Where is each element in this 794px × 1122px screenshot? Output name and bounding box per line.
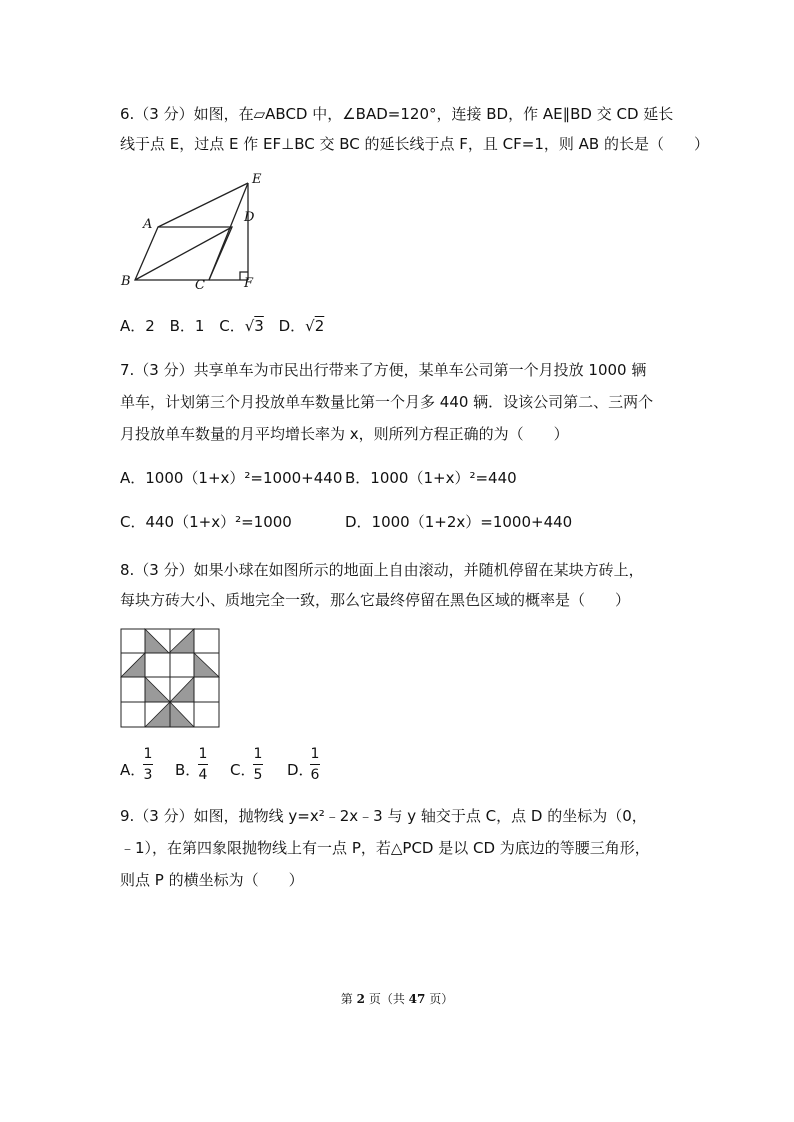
footer-suffix: 页）	[429, 992, 454, 1006]
footer-total-pages: 47	[408, 992, 426, 1006]
q8-option-d-fraction	[310, 746, 320, 783]
q7-option-a: A．1000（1+x）²=1000+440	[120, 469, 343, 487]
q7-text-line-2: 单车，计划第三个月投放单车数量比第一个月多 440 辆．设该公司第二、三两个	[120, 393, 654, 411]
q8-option-a-denominator: 3	[143, 767, 153, 783]
q7-text-line-3: 月投放单车数量的月平均增长率为 x，则所列方程正确的为（ ）	[120, 425, 569, 443]
label-e: E	[252, 172, 262, 187]
label-f: F	[244, 276, 254, 291]
q7-text-line-1: 7.（3 分）共享单车为市民出行带来了方便，某单车公司第一个月投放 1000 辆	[120, 361, 647, 379]
q6-option-b-letter: B．	[169, 317, 195, 335]
q6-options	[120, 316, 324, 336]
q8-option-c-numerator: 1	[253, 746, 263, 762]
footer-prefix: 第	[340, 992, 353, 1006]
q6-option-b-value: 1	[194, 317, 205, 335]
q8-option-a-fraction	[143, 746, 153, 783]
q8-option-c-fraction	[253, 746, 263, 783]
q8-option-b-letter: B．	[175, 761, 201, 779]
q8-tile-grid	[120, 628, 222, 730]
q7-option-b: B．1000（1+x）²=440	[345, 469, 517, 487]
q9-text-line-1: 9.（3 分）如图，抛物线 y=x²﹣2x﹣3 与 y 轴交于点 C，点 D 的坐标为（0，	[120, 807, 647, 825]
q6-option-d-sqrt: √	[305, 317, 315, 335]
q8-text-line-2: 每块方砖大小、质地完全一致，那么它最终停留在黑色区域的概率是（ ）	[120, 591, 631, 609]
q6-option-c-sqrt: √	[244, 317, 255, 335]
q6-option-c-radicand: 3	[254, 317, 264, 335]
q6-option-a-value: 2	[145, 317, 155, 335]
page-footer	[0, 990, 794, 1007]
q8-option-b-denominator: 4	[198, 767, 208, 783]
q6-text-line-2: 线于点 E，过点 E 作 EF⊥BC 交 BC 的延长线于点 F，且 CF=1，则 AB 的长是（ ）	[120, 135, 709, 153]
label-a: A	[143, 217, 153, 232]
q8-option-c-denominator: 5	[253, 767, 263, 783]
q9-text-line-2: ﹣1），在第四象限抛物线上有一点 P，若△PCD 是以 CD 为底边的等腰三角形，	[120, 839, 650, 857]
footer-middle: 页（共	[368, 992, 405, 1006]
q6-option-d-radicand: 2	[314, 317, 325, 335]
q6-option-c-letter: C．	[219, 317, 245, 335]
q7-option-d: D．1000（1+2x）=1000+440	[345, 513, 573, 531]
q8-option-b-fraction	[198, 746, 208, 783]
label-c: C	[195, 278, 205, 293]
q6-text-line-1: 6.（3 分）如图，在▱ABCD 中，∠BAD=120°，连接 BD，作 AE∥BD 交 CD 延长	[120, 105, 674, 123]
q8-option-a-letter: A．	[120, 761, 146, 779]
label-d: D	[244, 210, 255, 225]
footer-page-number: 2	[356, 992, 365, 1006]
q8-option-d-denominator: 6	[310, 767, 320, 783]
q8-option-b-numerator: 1	[198, 746, 208, 762]
q8-text-line-1: 8.（3 分）如果小球在如图所示的地面上自由滚动，并随机停留在某块方砖上，	[120, 561, 644, 579]
q6-option-d-letter: D．	[278, 317, 306, 335]
q8-option-d-letter: D．	[287, 761, 314, 779]
q8-option-d-numerator: 1	[310, 746, 320, 762]
q6-option-a-letter: A．	[120, 317, 146, 335]
q9-text-line-3: 则点 P 的横坐标为（ ）	[120, 871, 304, 889]
q8-option-c-letter: C．	[230, 761, 256, 779]
label-b: B	[121, 274, 131, 289]
q8-option-a-numerator: 1	[143, 746, 153, 762]
q7-option-c: C．440（1+x）²=1000	[120, 513, 292, 531]
